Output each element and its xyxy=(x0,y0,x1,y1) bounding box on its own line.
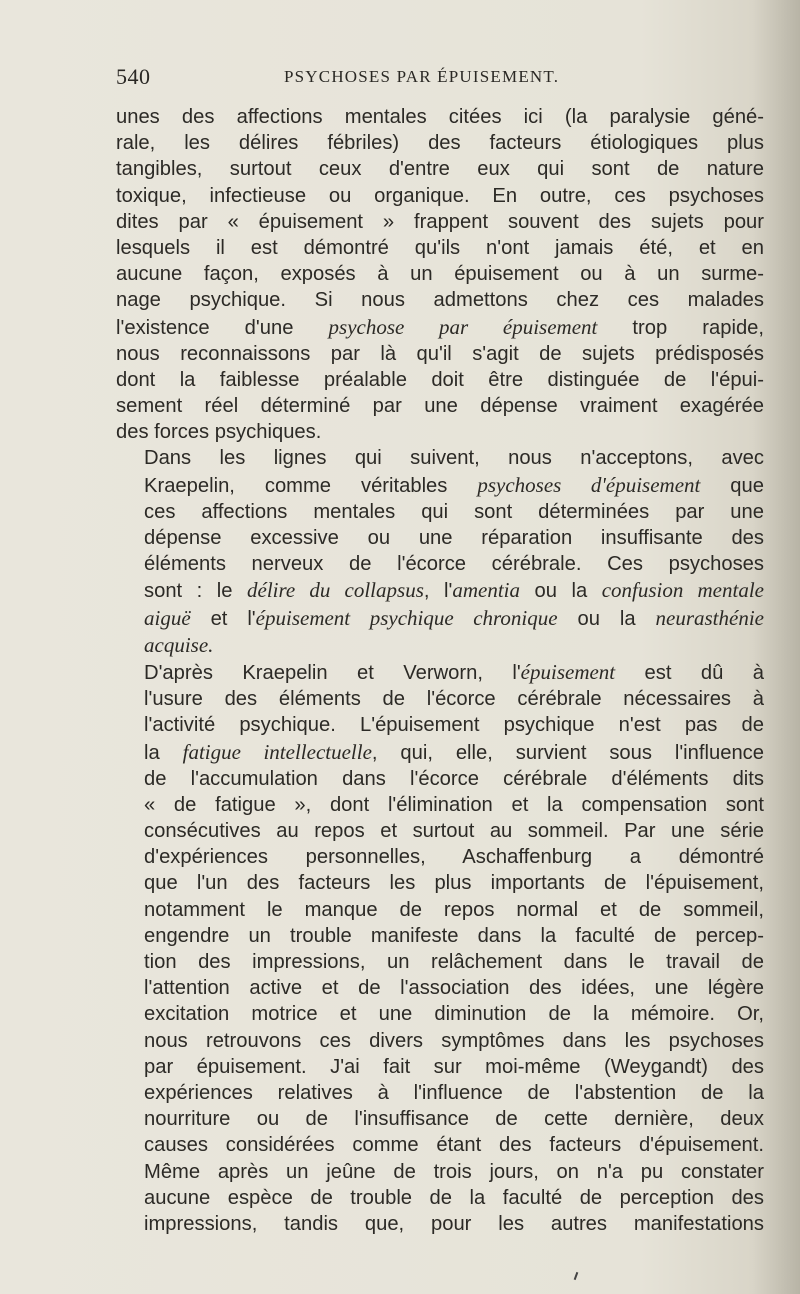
italic-segment: confusion mentale xyxy=(601,578,764,603)
text-segment: des forces psychiques. xyxy=(116,421,322,444)
text-line xyxy=(116,577,764,604)
text-line xyxy=(116,632,764,659)
text-segment: dont la faiblesse préalable doit être distinguée de l'épui- xyxy=(116,368,764,391)
text-segment: que l'un des facteurs les plus importants de l'épuisement, xyxy=(144,872,764,895)
text-segment: causes considérées comme étant des facteurs d'épuisement. xyxy=(144,1134,764,1157)
italic-segment: psychose par épuisement xyxy=(328,314,598,339)
text-line xyxy=(116,104,764,130)
text-line xyxy=(116,156,764,182)
text-segment: nous reconnaissons par là qu'il s'agit de sujets prédisposés xyxy=(116,342,764,365)
text-segment: excitation motrice et une diminution de la mémoire. Or, xyxy=(144,1003,764,1026)
text-segment: aucune façon, exposés à un épuisement ou à un surme- xyxy=(116,263,764,286)
text-line xyxy=(116,923,764,949)
paragraph-p3 xyxy=(116,659,764,1237)
text-segment: dépense excessive ou une réparation insuffisante des xyxy=(144,527,764,549)
text-line xyxy=(116,472,764,499)
text-segment: est dû à xyxy=(615,661,764,684)
text-segment: tion des impressions, un relâchement dans le travail de xyxy=(144,951,764,973)
text-segment: l'attention active et de l'association des idées, une légère xyxy=(144,977,764,1000)
text-line xyxy=(116,525,764,551)
text-segment: de l'accumulation dans l'écorce cérébrale d'éléments dits xyxy=(144,767,764,790)
text-segment: que xyxy=(700,474,764,497)
text-line xyxy=(116,183,764,209)
text-segment: dites par « épuisement » frappent souvent des sujets pour xyxy=(116,210,764,233)
text-segment: par épuisement. J'ai fait sur moi-même (Weygandt) des xyxy=(144,1055,764,1078)
text-line xyxy=(116,445,764,471)
italic-segment: aiguë xyxy=(144,605,191,630)
text-segment: et l' xyxy=(190,607,256,630)
text-line xyxy=(116,975,764,1001)
text-line xyxy=(116,1185,764,1211)
text-line xyxy=(116,130,764,156)
ink-speck xyxy=(574,1272,579,1280)
text-segment: l'activité psychique. L'épuisement psychique n'est pas de xyxy=(144,714,764,737)
text-line xyxy=(116,1028,764,1054)
text-segment: toxique, infectieuse ou organique. En outre, ces psychoses xyxy=(116,184,764,207)
text-line xyxy=(116,870,764,896)
paragraph-p1 xyxy=(116,104,764,445)
text-segment: sont : le xyxy=(144,580,248,603)
text-line xyxy=(116,949,764,975)
text-segment: ces affections mentales qui sont déterminées par une xyxy=(144,500,764,523)
text-segment: nous retrouvons ces divers symptômes dans les psychoses xyxy=(144,1029,764,1052)
text-segment: « de fatigue », dont l'élimination et la compensation sont xyxy=(144,793,764,816)
text-segment: la xyxy=(144,741,183,764)
text-line xyxy=(116,766,764,792)
text-line xyxy=(116,1106,764,1132)
text-segment: trop rapide, xyxy=(597,316,765,339)
text-line xyxy=(116,209,764,235)
text-segment: rale, les délires fébriles) des facteurs étiologiques plus xyxy=(116,132,764,155)
page-number: 540 xyxy=(116,64,151,89)
text-segment: l'usure des éléments de l'écorce cérébrale nécessaires à xyxy=(144,688,764,711)
text-segment: engendre un trouble manifeste dans la faculté de percep- xyxy=(144,924,764,947)
text-segment: éléments nerveux de l'écorce cérébrale. Ces psychoses xyxy=(144,553,764,576)
text-segment: Même après un jeûne de trois jours, on n'a pu constater xyxy=(144,1160,764,1183)
text-segment: ou la xyxy=(557,607,656,630)
text-segment: unes des affections mentales citées ici (la paralysie géné- xyxy=(116,106,764,128)
text-segment: lesquels il est démontré qu'ils n'ont jamais été, et en xyxy=(116,236,764,259)
text-segment: expériences relatives à l'influence de l'abstention de la xyxy=(144,1081,764,1104)
page-header xyxy=(116,64,764,94)
text-line xyxy=(116,739,764,766)
text-segment: , qui, elle, survient sous l'influence xyxy=(371,741,764,764)
text-line xyxy=(116,1159,764,1185)
text-line xyxy=(116,419,764,445)
text-segment: aucune espèce de trouble de la faculté de perception des xyxy=(144,1186,764,1209)
text-line xyxy=(116,261,764,287)
text-line xyxy=(116,341,764,367)
text-segment: D'après Kraepelin et Verworn, l' xyxy=(144,661,521,684)
text-line xyxy=(116,1132,764,1158)
text-line xyxy=(116,792,764,818)
text-line xyxy=(116,287,764,313)
running-head: PSYCHOSES PAR ÉPUISEMENT. xyxy=(284,67,560,86)
text-segment: nage psychique. Si nous admettons chez ces malades xyxy=(116,289,764,312)
text-line xyxy=(116,897,764,923)
text-line xyxy=(116,393,764,419)
paragraph-p2 xyxy=(116,445,764,659)
text-line xyxy=(116,659,764,686)
text-segment: l'existence d'une xyxy=(116,316,329,339)
text-segment: Dans les lignes qui suivent, nous n'acceptons, avec xyxy=(144,447,764,470)
text-line xyxy=(116,712,764,738)
italic-segment: épuisement psychique chronique xyxy=(255,605,558,630)
text-line xyxy=(116,499,764,525)
text-segment: nourriture ou de l'insuffisance de cette dernière, deux xyxy=(144,1108,764,1131)
text-line xyxy=(116,1054,764,1080)
text-segment: notamment le manque de repos normal et de sommeil, xyxy=(144,898,764,921)
italic-segment: psychoses d'épuisement xyxy=(477,472,701,497)
text-line xyxy=(116,1001,764,1027)
italic-segment: acquise. xyxy=(144,632,214,657)
text-segment: tangibles, surtout ceux d'entre eux qui sont de nature xyxy=(116,158,764,181)
text-line xyxy=(116,235,764,261)
text-segment: impressions, tandis que, pour les autres manifestations xyxy=(144,1212,764,1235)
text-line xyxy=(116,367,764,393)
text-line xyxy=(116,818,764,844)
text-line xyxy=(116,314,764,341)
italic-segment: épuisement xyxy=(520,659,616,684)
text-segment: sement réel déterminé par une dépense vraiment exagérée xyxy=(116,395,764,418)
text-line xyxy=(116,686,764,712)
text-line xyxy=(116,1080,764,1106)
italic-segment: délire du collapsus xyxy=(247,578,424,603)
text-line xyxy=(116,551,764,577)
italic-segment: neurasthénie xyxy=(655,605,764,630)
italic-segment: amentia xyxy=(452,578,520,603)
text-segment: d'expériences personnelles, Aschaffenburg a démontré xyxy=(144,846,764,869)
text-segment: , l' xyxy=(423,580,453,603)
text-segment: Kraepelin, comme véritables xyxy=(144,474,478,497)
text-segment: ou la xyxy=(520,580,602,603)
text-line xyxy=(116,1211,764,1237)
text-line xyxy=(116,605,764,632)
text-segment: consécutives au repos et surtout au sommeil. Par une série xyxy=(144,820,764,843)
body-text xyxy=(116,104,764,1237)
text-line xyxy=(116,844,764,870)
italic-segment: fatigue intellectuelle xyxy=(182,739,372,764)
